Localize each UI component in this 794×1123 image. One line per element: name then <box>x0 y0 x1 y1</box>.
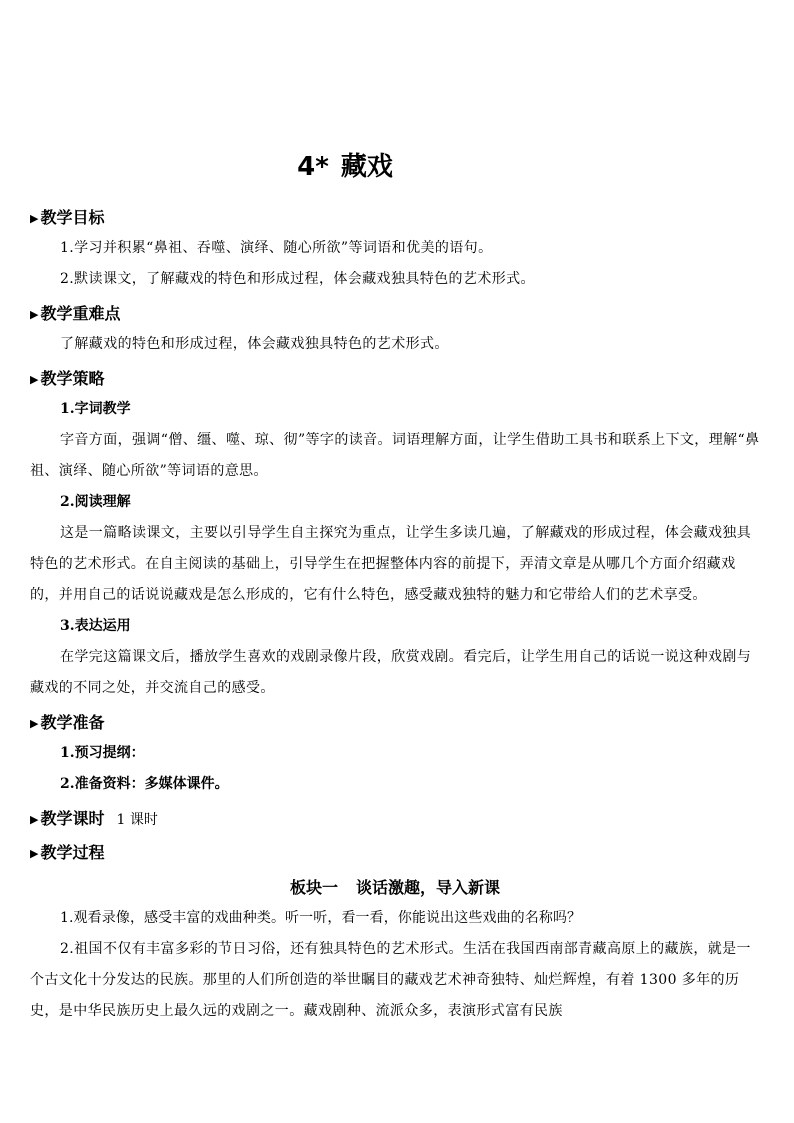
strategy-label: 1.字词教学 <box>60 401 131 417</box>
triangle-bullet-icon: ▶ <box>30 373 39 386</box>
section-heading-goals: ▶ 教学目标 <box>30 208 105 227</box>
document-body <box>30 199 760 1027</box>
section-heading-process: ▶ 教学过程 <box>30 843 105 862</box>
section-heading-key-points: ▶ 教学重难点 <box>30 304 121 323</box>
section-heading-preparation: ▶ 教学准备 <box>30 713 105 732</box>
strategy-text: 这是一篇略读课文，主要以引导学生自主探究为重点，让学生多读几遍，了解藏戏的形成过程，体会藏戏独具特色的艺术形式。在自主阅读的基础上，引导学生在把握整体内容的前提下，弄清文章是从哪几个方面介绍藏戏的，并用自己的话说说藏戏是怎么形成的，它有什么特色，感受藏戏独特的魅力和它带给人们的艺术享受。 <box>30 525 752 603</box>
triangle-bullet-icon: ▶ <box>30 813 39 826</box>
page-title <box>0 146 690 183</box>
strategy-text: 在学完这篇课文后，播放学生喜欢的戏剧录像片段，欣赏戏剧。看完后，让学生用自己的话说一说这种戏剧与藏戏的不同之处，并交流自己的感受。 <box>30 649 752 696</box>
process-paragraph: 2.祖国不仅有丰富多彩的节日习俗，还有独具特色的艺术形式。生活在我国西南部青藏高原上的藏族，就是一个古文化十分发达的民族。那里的人们所创造的举世瞩目的藏戏艺术神奇独特、灿烂辉煌，有着 1300 多年的历史，是中华民族历史上最久远的戏剧之一。藏戏剧种、流派众多，表演形式富有民族 <box>30 941 751 1019</box>
triangle-bullet-icon: ▶ <box>30 717 39 730</box>
key-points-text: 了解藏戏的特色和形成过程，体会藏戏独具特色的艺术形式。 <box>60 336 449 352</box>
periods-value: 1 课时 <box>116 812 158 828</box>
process-paragraph: 1.观看录像，感受丰富的戏曲种类。听一听，看一看，你能说出这些戏曲的名称吗？ <box>60 910 582 926</box>
strategy-text: 字音方面，强调“僧、缰、噬、琼、彻”等字的读音。词语理解方面，让学生借助工具书和联系上下文，理解“鼻祖、演绎、随心所欲”等词语的意思。 <box>30 432 760 479</box>
section-heading-strategy: ▶ 教学策略 <box>30 369 105 388</box>
block-part: 板块一 <box>289 878 338 897</box>
preparation-item: 2.准备资料：多媒体课件。 <box>60 776 229 792</box>
strategy-label: 2.阅读理解 <box>60 494 131 510</box>
strategy-label: 3.表达运用 <box>60 618 131 634</box>
goal-item: 1.学习并积累“鼻祖、吞噬、演绎、随心所欲”等词语和优美的语句。 <box>60 240 493 256</box>
preparation-item: 1.预习提纲： <box>60 745 145 761</box>
triangle-bullet-icon: ▶ <box>30 212 39 225</box>
title-text: 藏戏 <box>340 152 393 182</box>
triangle-bullet-icon: ▶ <box>30 847 39 860</box>
block-title-text: 谈话激趣，导入新课 <box>356 878 501 897</box>
block-title <box>30 872 760 903</box>
goal-item: 2.默读课文，了解藏戏的特色和形成过程，体会藏戏独具特色的艺术形式。 <box>60 271 535 287</box>
triangle-bullet-icon: ▶ <box>30 308 39 321</box>
section-heading-periods: ▶ 教学课时 1 课时 <box>30 809 158 828</box>
title-number: 4* <box>297 152 329 182</box>
